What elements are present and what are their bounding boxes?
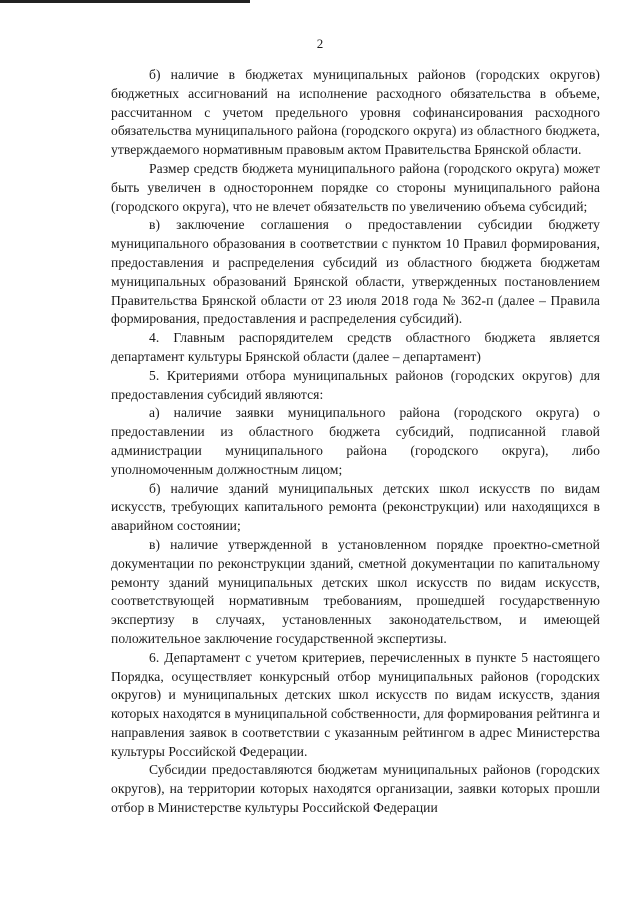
- paragraph-budget-increase: Размер средств бюджета муниципального района (городского округа) может быть увеличен в одностороннем порядке со стороны муниципального района (городского округа), что не влечет обязательств по увеличению объема субсидий;: [111, 160, 600, 214]
- top-rule: [0, 0, 250, 3]
- paragraph-6-selection: 6. Департамент с учетом критериев, перечисленных в пункте 5 настоящего Порядка, осуществляет конкурсный отбор муниципальных районов (городских округов) и муниципальных детских школ искусств по видам искусств, здания которых находятся в муниципальной собственности, для формирования рейтинга и направления заявок в соответствии с указанным рейтингом в адрес Министерства культуры Российской Федерации.: [111, 649, 600, 759]
- paragraph-v-agreement: в) заключение соглашения о предоставлении субсидии бюджету муниципального образования в соответствии с пунктом 10 Правил формирования, предоставления и распределения субсидий из областного бюджета бюджетам муниципальных образований Брянской области, утвержденных постановлением Правительства Брянской области от 23 июля 2018 года № 362-п (далее – Правила формирования, предоставления и распределения субсидий).: [111, 217, 600, 327]
- document-body: [111, 66, 600, 818]
- paragraph-5-criteria-intro: 5. Критериями отбора муниципальных районов (городских округов) для предоставления субсидий являются:: [111, 367, 600, 402]
- paragraph-5a-application: а) наличие заявки муниципального района (городского округа) о предоставлении из областного бюджета субсидий, подписанной главой администрации муниципального района (городского округа), либо уполномоченным должностным лицом;: [111, 405, 600, 477]
- paragraph-b-budget-allocations: б) наличие в бюджетах муниципальных районов (городских округов) бюджетных ассигнований на исполнение расходного обязательства в объеме, рассчитанном с учетом предельного уровня софинансирования расходного обязательства муниципального района (городского округа) из областного бюджета, утверждаемого нормативным правовым актом Правительства Брянской области.: [111, 67, 600, 158]
- page-number: 2: [316, 36, 324, 51]
- paragraph-4-main-administrator: 4. Главным распорядителем средств областного бюджета является департамент культуры Брянской области (далее – департамент): [111, 330, 600, 364]
- paragraph-5b-buildings: б) наличие зданий муниципальных детских школ искусств по видам искусств, требующих капитального ремонта (реконструкции) или находящихся в аварийном состоянии;: [111, 480, 600, 534]
- paragraph-5v-documentation: в) наличие утвержденной в установленном порядке проектно-сметной документации по реконструкции зданий, сметной документации по капитальному ремонту зданий муниципальных детских школ искусств по видам искусств, соответствующей нормативным требованиям, прошедшей государственную экспертизу в случаях, установленных законодательством, и имеющей положительное заключение государственной экспертизы.: [111, 536, 600, 646]
- paragraph-subsidies-provided: Субсидии предоставляются бюджетам муниципальных районов (городских округов), на территории которых находятся организации, заявки которых прошли отбор в Министерстве культуры Российской Федерации: [111, 762, 600, 816]
